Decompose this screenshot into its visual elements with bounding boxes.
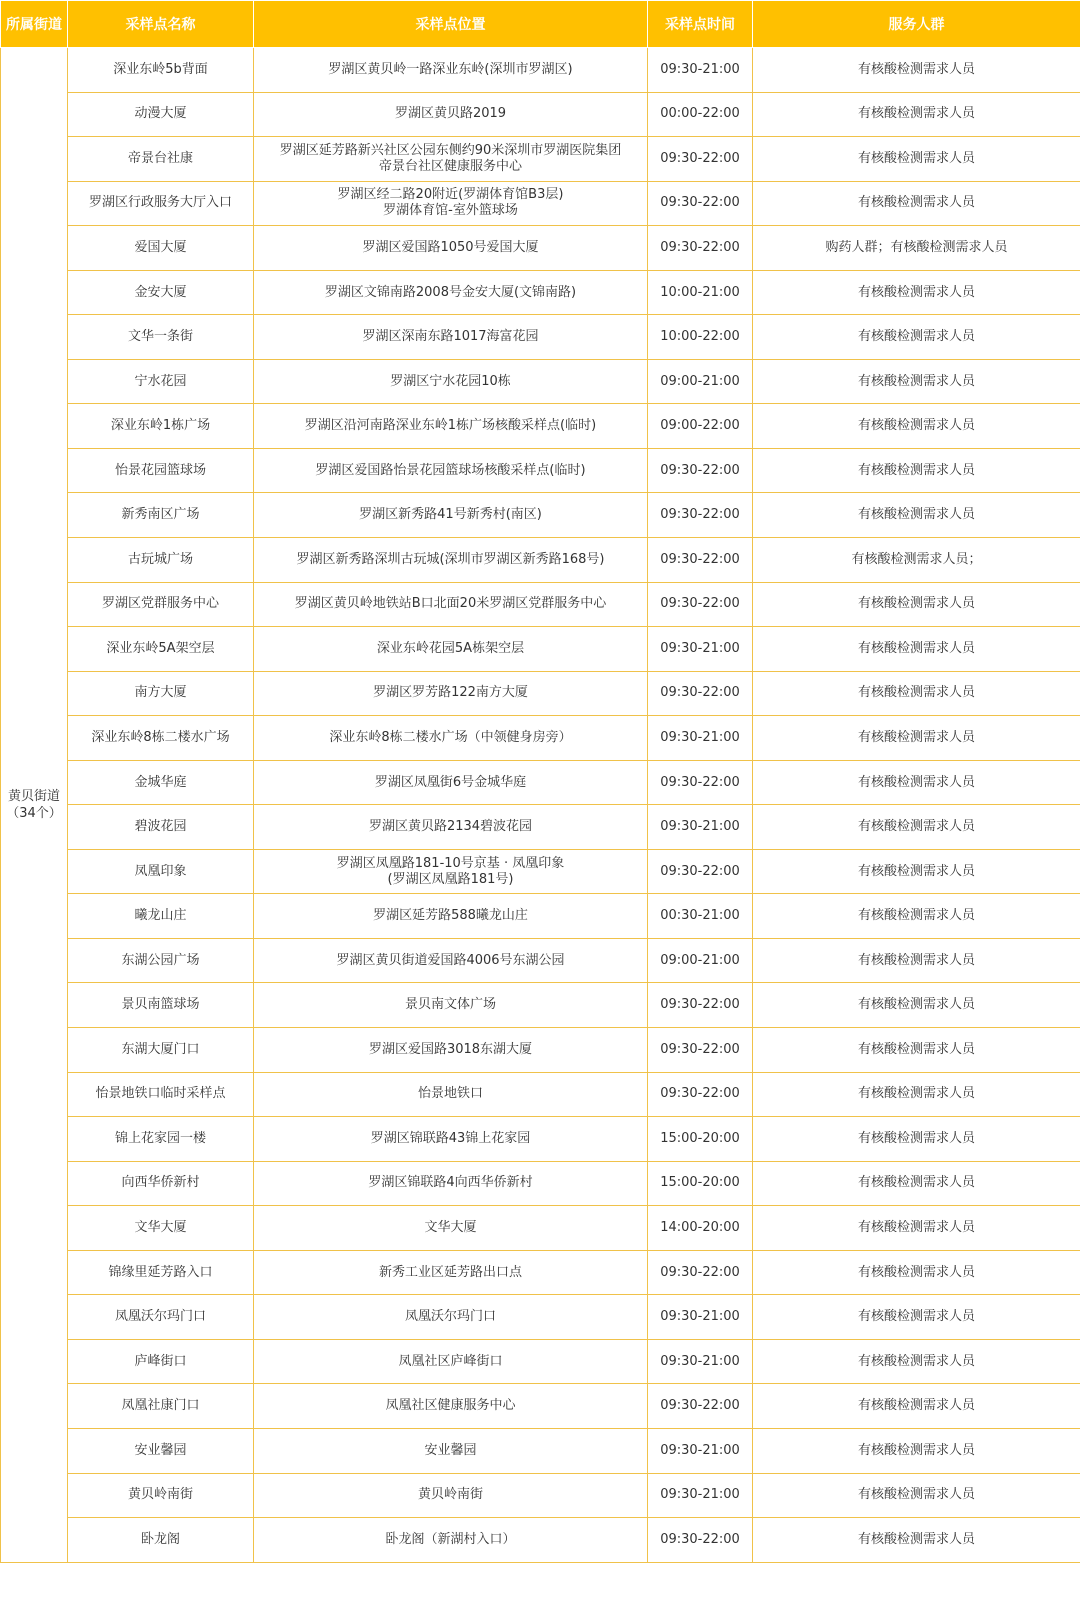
service-group-cell: 有核酸检测需求人员 <box>753 315 1080 360</box>
table-row <box>1 1117 1080 1162</box>
table-row <box>1 849 1080 894</box>
site-location-line: 卧龙阁（新湖村入口） <box>385 1531 516 1547</box>
site-location-line: 罗湖区黄贝岭地铁站B口北面20米罗湖区党群服务中心 <box>294 596 607 612</box>
site-location-line: 深业东岭8栋二楼水广场（中领健身房旁） <box>329 729 572 745</box>
site-location-line: 罗湖区深南东路1017海富花园 <box>362 329 539 345</box>
site-location-cell <box>254 582 648 627</box>
service-group-cell: 有核酸检测需求人员 <box>753 137 1080 182</box>
service-group-cell: 有核酸检测需求人员 <box>753 1250 1080 1295</box>
table-row <box>1 671 1080 716</box>
site-time-cell: 14:00-20:00 <box>648 1206 753 1251</box>
site-location-line: 景贝南文体广场 <box>404 997 496 1013</box>
site-name-cell: 安业馨园 <box>68 1428 254 1473</box>
site-time-cell: 15:00-20:00 <box>648 1117 753 1162</box>
service-group-cell: 有核酸检测需求人员 <box>753 1428 1080 1473</box>
site-location-line: 新秀工业区延芳路出口点 <box>378 1264 522 1280</box>
site-name-cell: 碧波花园 <box>68 805 254 850</box>
site-name-cell: 古玩城广场 <box>68 538 254 583</box>
service-group-cell: 有核酸检测需求人员 <box>753 582 1080 627</box>
site-location-line: 凤凰社区健康服务中心 <box>385 1398 516 1414</box>
header-site-location: 采样点位置 <box>254 1 648 48</box>
site-name-cell: 凤凰印象 <box>68 849 254 894</box>
service-group-cell: 有核酸检测需求人员 <box>753 983 1080 1028</box>
site-location-cell <box>254 448 648 493</box>
site-name-cell: 南方大厦 <box>68 671 254 716</box>
site-name-cell: 向西华侨新村 <box>68 1161 254 1206</box>
service-group-cell: 有核酸检测需求人员 <box>753 627 1080 672</box>
site-location-line: 罗湖区凤凰街6号金城华庭 <box>374 774 527 790</box>
site-location-cell <box>254 983 648 1028</box>
table-row <box>1 315 1080 360</box>
site-name-cell: 深业东岭1栋广场 <box>68 404 254 449</box>
site-location-line: 罗湖区宁水花园10栋 <box>390 373 511 389</box>
site-location-cell <box>254 92 648 137</box>
site-name-cell: 锦上花家园一楼 <box>68 1117 254 1162</box>
service-group-cell: 有核酸检测需求人员 <box>753 493 1080 538</box>
site-name-cell: 金安大厦 <box>68 270 254 315</box>
service-group-cell: 有核酸检测需求人员 <box>753 404 1080 449</box>
site-location-cell <box>254 1428 648 1473</box>
site-location-line: 罗湖区黄贝岭一路深业东岭(深圳市罗湖区) <box>328 61 573 77</box>
site-time-cell: 09:30-22:00 <box>648 1250 753 1295</box>
site-location-line: 凤凰社区庐峰街口 <box>398 1353 503 1369</box>
site-location-line: 罗湖区罗芳路122南方大厦 <box>373 685 528 701</box>
service-group-cell: 有核酸检测需求人员 <box>753 716 1080 761</box>
site-name-cell: 东湖大厦门口 <box>68 1028 254 1073</box>
service-group-cell: 有核酸检测需求人员 <box>753 1072 1080 1117</box>
table-row <box>1 760 1080 805</box>
service-group-cell: 有核酸检测需求人员 <box>753 1384 1080 1429</box>
site-time-cell: 09:30-22:00 <box>648 226 753 271</box>
site-time-cell: 09:30-22:00 <box>648 760 753 805</box>
site-location-cell <box>254 849 648 894</box>
table-row <box>1 137 1080 182</box>
site-time-cell: 09:30-21:00 <box>648 716 753 761</box>
service-group-cell: 有核酸检测需求人员 <box>753 849 1080 894</box>
site-time-cell: 09:30-22:00 <box>648 493 753 538</box>
service-group-cell: 有核酸检测需求人员 <box>753 92 1080 137</box>
site-time-cell: 09:30-22:00 <box>648 1384 753 1429</box>
site-location-cell <box>254 1117 648 1162</box>
site-time-cell: 09:30-21:00 <box>648 1473 753 1518</box>
site-location-cell <box>254 404 648 449</box>
table-row <box>1 359 1080 404</box>
table-row <box>1 538 1080 583</box>
street-cell <box>1 48 68 1563</box>
site-location-line: 罗湖区锦联路43锦上花家园 <box>370 1130 531 1146</box>
site-time-cell: 09:30-21:00 <box>648 1339 753 1384</box>
table-row <box>1 1473 1080 1518</box>
table-row <box>1 1206 1080 1251</box>
service-group-cell: 有核酸检测需求人员 <box>753 1295 1080 1340</box>
service-group-cell: 有核酸检测需求人员 <box>753 1473 1080 1518</box>
site-time-cell: 09:30-22:00 <box>648 1072 753 1117</box>
site-location-line: 罗湖区延芳路新兴社区公园东侧约90米深圳市罗湖医院集团 <box>279 142 622 158</box>
site-location-cell <box>254 671 648 716</box>
site-time-cell: 09:00-21:00 <box>648 938 753 983</box>
service-group-cell: 有核酸检测需求人员 <box>753 1518 1080 1563</box>
service-group-cell: 有核酸检测需求人员 <box>753 181 1080 226</box>
site-location-cell <box>254 1206 648 1251</box>
street-name: 黄贝街道 <box>7 788 60 804</box>
site-location-cell <box>254 270 648 315</box>
site-name-cell: 庐峰街口 <box>68 1339 254 1384</box>
table-body <box>1 48 1080 1563</box>
table-row <box>1 1384 1080 1429</box>
site-time-cell: 09:30-22:00 <box>648 671 753 716</box>
service-group-cell: 有核酸检测需求人员 <box>753 1028 1080 1073</box>
site-time-cell: 09:30-22:00 <box>648 181 753 226</box>
service-group-cell: 有核酸检测需求人员 <box>753 1339 1080 1384</box>
site-name-cell: 怡景地铁口临时采样点 <box>68 1072 254 1117</box>
site-location-line: 罗湖区文锦南路2008号金安大厦(文锦南路) <box>324 284 577 300</box>
table-row <box>1 226 1080 271</box>
header-row <box>1 1 1080 48</box>
site-name-cell: 景贝南篮球场 <box>68 983 254 1028</box>
site-location-cell <box>254 1072 648 1117</box>
site-location-cell <box>254 1161 648 1206</box>
table-row <box>1 894 1080 939</box>
site-location-line: 罗湖区黄贝路2019 <box>394 106 507 122</box>
table-row <box>1 1518 1080 1563</box>
site-time-cell: 09:30-21:00 <box>648 1295 753 1340</box>
table-row <box>1 582 1080 627</box>
site-location-cell <box>254 315 648 360</box>
site-location-line: (罗湖区凤凰路181号) <box>387 871 514 887</box>
site-location-cell <box>254 538 648 583</box>
service-group-cell: 有核酸检测需求人员； <box>753 538 1080 583</box>
site-location-cell <box>254 1339 648 1384</box>
site-time-cell: 10:00-22:00 <box>648 315 753 360</box>
site-location-cell <box>254 181 648 226</box>
site-location-cell <box>254 1473 648 1518</box>
site-location-cell <box>254 716 648 761</box>
site-name-cell: 文华一条街 <box>68 315 254 360</box>
site-location-cell <box>254 137 648 182</box>
site-name-cell: 深业东岭5b背面 <box>68 48 254 93</box>
site-name-cell: 深业东岭5A架空层 <box>68 627 254 672</box>
site-time-cell: 09:30-22:00 <box>648 137 753 182</box>
table-row <box>1 1428 1080 1473</box>
site-location-cell <box>254 48 648 93</box>
site-location-line: 怡景地铁口 <box>417 1086 483 1102</box>
site-time-cell: 09:30-22:00 <box>648 582 753 627</box>
site-time-cell: 09:30-22:00 <box>648 1028 753 1073</box>
table-row <box>1 1295 1080 1340</box>
site-location-cell <box>254 938 648 983</box>
site-location-line: 帝景台社区健康服务中心 <box>378 158 522 174</box>
site-name-cell: 深业东岭8栋二楼水广场 <box>68 716 254 761</box>
site-location-line: 罗湖体育馆-室外篮球场 <box>383 203 518 219</box>
table-row <box>1 181 1080 226</box>
header-site-time: 采样点时间 <box>648 1 753 48</box>
site-time-cell: 00:00-22:00 <box>648 92 753 137</box>
service-group-cell: 有核酸检测需求人员 <box>753 448 1080 493</box>
site-location-cell <box>254 1250 648 1295</box>
table-row <box>1 448 1080 493</box>
site-location-line: 安业馨园 <box>424 1442 477 1458</box>
site-time-cell: 09:00-22:00 <box>648 404 753 449</box>
street-count: （34个） <box>6 805 62 821</box>
service-group-cell: 有核酸检测需求人员 <box>753 805 1080 850</box>
site-location-cell <box>254 1028 648 1073</box>
service-group-cell: 有核酸检测需求人员 <box>753 359 1080 404</box>
service-group-cell: 有核酸检测需求人员 <box>753 760 1080 805</box>
site-location-cell <box>254 894 648 939</box>
site-location-line: 罗湖区新秀路深圳古玩城(深圳市罗湖区新秀路168号) <box>296 551 605 567</box>
service-group-cell: 有核酸检测需求人员 <box>753 270 1080 315</box>
site-location-line: 罗湖区爱国路3018东湖大厦 <box>368 1041 533 1057</box>
site-location-cell <box>254 1384 648 1429</box>
site-time-cell: 09:00-21:00 <box>648 359 753 404</box>
site-location-line: 深业东岭花园5A栋架空层 <box>376 640 525 656</box>
header-site-name: 采样点名称 <box>68 1 254 48</box>
table-row <box>1 270 1080 315</box>
table-row <box>1 1161 1080 1206</box>
site-location-line: 罗湖区爱国路怡景花园篮球场核酸采样点(临时) <box>315 462 586 478</box>
site-name-cell: 凤凰沃尔玛门口 <box>68 1295 254 1340</box>
site-name-cell: 爱国大厦 <box>68 226 254 271</box>
table-row <box>1 1072 1080 1117</box>
site-location-line: 罗湖区黄贝街道爱国路4006号东湖公园 <box>336 952 565 968</box>
site-location-cell <box>254 359 648 404</box>
site-location-line: 罗湖区黄贝路2134碧波花园 <box>368 819 533 835</box>
site-time-cell: 09:30-21:00 <box>648 627 753 672</box>
site-location-line: 罗湖区沿河南路深业东岭1栋广场核酸采样点(临时) <box>304 418 597 434</box>
service-group-cell: 有核酸检测需求人员 <box>753 671 1080 716</box>
service-group-cell: 有核酸检测需求人员 <box>753 1206 1080 1251</box>
table-row <box>1 983 1080 1028</box>
site-name-cell: 动漫大厦 <box>68 92 254 137</box>
site-time-cell: 09:30-21:00 <box>648 805 753 850</box>
service-group-cell: 有核酸检测需求人员 <box>753 894 1080 939</box>
site-time-cell: 09:30-22:00 <box>648 538 753 583</box>
table-row <box>1 627 1080 672</box>
site-location-cell <box>254 760 648 805</box>
service-group-cell: 有核酸检测需求人员 <box>753 1161 1080 1206</box>
service-group-cell: 有核酸检测需求人员 <box>753 1117 1080 1162</box>
table-row <box>1 1250 1080 1295</box>
site-time-cell: 15:00-20:00 <box>648 1161 753 1206</box>
site-name-cell: 凤凰社康门口 <box>68 1384 254 1429</box>
header-street: 所属街道 <box>1 1 68 48</box>
service-group-cell: 有核酸检测需求人员 <box>753 48 1080 93</box>
site-name-cell: 锦缘里延芳路入口 <box>68 1250 254 1295</box>
site-name-cell: 东湖公园广场 <box>68 938 254 983</box>
site-time-cell: 09:30-22:00 <box>648 849 753 894</box>
site-name-cell: 罗湖区行政服务大厅入口 <box>68 181 254 226</box>
table-row <box>1 493 1080 538</box>
site-location-line: 黄贝岭南街 <box>417 1487 483 1503</box>
site-location-cell <box>254 226 648 271</box>
site-name-cell: 宁水花园 <box>68 359 254 404</box>
site-name-cell: 新秀南区广场 <box>68 493 254 538</box>
table-row <box>1 92 1080 137</box>
service-group-cell: 购药人群；有核酸检测需求人员 <box>753 226 1080 271</box>
table-row <box>1 805 1080 850</box>
site-time-cell: 09:30-21:00 <box>648 1428 753 1473</box>
site-location-cell <box>254 1518 648 1563</box>
site-location-line: 罗湖区延芳路588曦龙山庄 <box>373 908 528 924</box>
table-row <box>1 1028 1080 1073</box>
site-time-cell: 00:30-21:00 <box>648 894 753 939</box>
site-name-cell: 怡景花园篮球场 <box>68 448 254 493</box>
site-location-line: 罗湖区凤凰路181-10号京基 · 凤凰印象 <box>336 855 565 871</box>
table-row <box>1 48 1080 93</box>
site-name-cell: 帝景台社康 <box>68 137 254 182</box>
site-name-cell: 曦龙山庄 <box>68 894 254 939</box>
table-row <box>1 404 1080 449</box>
site-name-cell: 文华大厦 <box>68 1206 254 1251</box>
site-location-line: 凤凰沃尔玛门口 <box>404 1309 496 1325</box>
site-time-cell: 10:00-21:00 <box>648 270 753 315</box>
site-time-cell: 09:30-22:00 <box>648 983 753 1028</box>
site-location-cell <box>254 627 648 672</box>
site-location-line: 罗湖区锦联路4向西华侨新村 <box>368 1175 533 1191</box>
header-service-group: 服务人群 <box>753 1 1080 48</box>
site-location-cell <box>254 805 648 850</box>
site-time-cell: 09:30-22:00 <box>648 448 753 493</box>
site-time-cell: 09:30-21:00 <box>648 48 753 93</box>
site-location-line: 文华大厦 <box>424 1219 477 1235</box>
site-time-cell: 09:30-22:00 <box>648 1518 753 1563</box>
site-name-cell: 黄贝岭南街 <box>68 1473 254 1518</box>
table-row <box>1 1339 1080 1384</box>
table-row <box>1 716 1080 761</box>
site-location-line: 罗湖区爱国路1050号爱国大厦 <box>362 239 539 255</box>
site-name-cell: 卧龙阁 <box>68 1518 254 1563</box>
table-row <box>1 938 1080 983</box>
site-location-line: 罗湖区经二路20附近(罗湖体育馆B3层) <box>337 187 564 203</box>
site-name-cell: 金城华庭 <box>68 760 254 805</box>
site-name-cell: 罗湖区党群服务中心 <box>68 582 254 627</box>
site-location-cell <box>254 493 648 538</box>
site-location-cell <box>254 1295 648 1340</box>
service-group-cell: 有核酸检测需求人员 <box>753 938 1080 983</box>
site-location-line: 罗湖区新秀路41号新秀村(南区) <box>359 507 542 523</box>
